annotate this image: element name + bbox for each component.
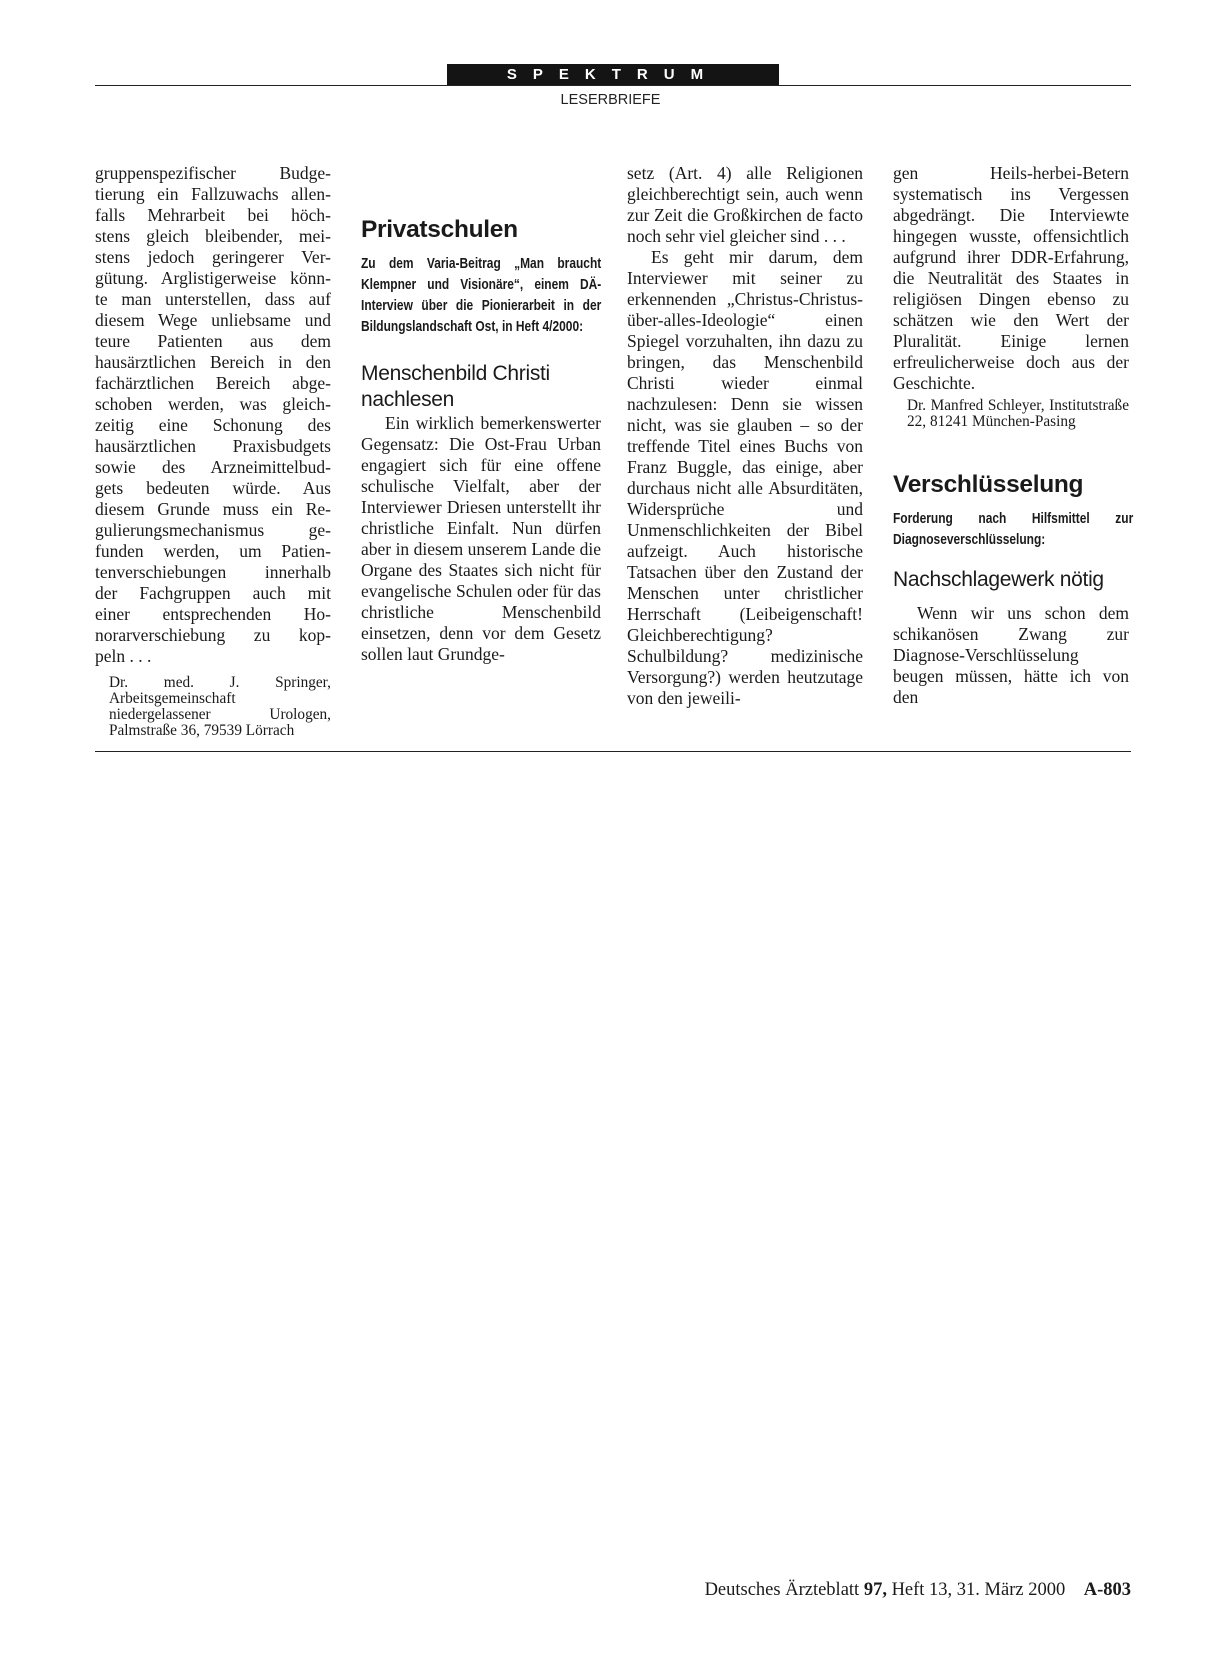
letter-body: Wenn wir uns schon dem schikanösen Zwang zur Diagnose-Verschlüsselung beugen müssen, hätte ich von den (893, 603, 1129, 707)
text-line: schoben werden, was gleich- (95, 394, 331, 414)
paragraph: Es geht mir darum, dem Interviewer mit seiner zu erkennenden „Christus-Christus-über-alles-Ideologie“ einen Spiegel vorzuhalten, ihn dazu zu bringen, das Menschenbild Christi wieder einmal nachzulesen: Denn sie wissen nicht, was sie glauben – so der treffende Titel eines Buchs von Franz Buggle, das einige, aber durchaus nicht alle Absurditäten, Widersprüche und Unmenschlichkeiten der Bibel aufzeigt. Auch historische Tatsachen über den Zustand der Menschen unter christlicher Herrschaft (Leibeigenschaft! Gleichberechtigung? Schulbildung? medizinische Versorgung?) werden heutzutage von den jeweili- (627, 247, 863, 708)
column-2 (361, 163, 601, 665)
text-line: norarverschiebung zu kop- (95, 625, 331, 645)
text-line: fachärztlichen Bereich abge- (95, 373, 331, 393)
text-line: gulierungsmechanismus ge- (95, 520, 331, 540)
paragraph: setz (Art. 4) alle Religionen gleichberechtigt sein, auch wenn zur Zeit die Großkirchen de facto noch sehr viel gleicher sind . . . (627, 163, 863, 246)
article-reference: Forderung nach Hilfsmittel zur Diagnoseverschlüsselung: (893, 511, 1134, 548)
page-number: A-803 (1083, 1580, 1131, 1600)
column-3 (627, 163, 863, 709)
text-line: stens gleich bleibender, mei- (95, 226, 331, 246)
paragraph: gen Heils-herbei-Betern systematisch ins Vergessen abgedrängt. Die Interviewte hingegen wusste, offensichtlich aufgrund ihrer DDR-Erfahrung, die Neutralität des Staates in religiösen Dingen ebenso zu schätzen wie den Wert der Pluralität. Einige lernen erfreulicherweise doch aus der Geschichte. (893, 163, 1129, 393)
topic-heading: Privatschulen (361, 216, 518, 243)
signature: Dr. Manfred Schleyer, Institutstraße 22, 81241 München-Pasing (907, 397, 1129, 430)
article-reference: Zu dem Varia-Beitrag „Man braucht Klempner und Visionäre“, einem DÄ-Interview über die Pionierarbeit in der Bildungslandschaft Ost, in Heft 4/2000: (361, 256, 602, 335)
letter-body: Ein wirklich bemerkenswerter Gegensatz: Die Ost-Frau Urban engagiert sich für eine offene schulische Vielfalt, aber der Interviewer Driesen unterstellt ihr christliche Einfalt. Nun dürfen aber in diesem unserem Lande die Organe des Staates sich nicht für evangelische Schulen oder für das christliche Menschenbild einsetzen, denn vor dem Gesetz sollen laut Grundge- (361, 413, 601, 664)
text-line: teure Patienten aus dem (95, 331, 331, 351)
text-line: diesem Wege unliebsame und (95, 310, 331, 330)
text-line: diesem Grunde muss ein Re- (95, 499, 331, 519)
column-4 (893, 163, 1134, 708)
section-label: LESERBRIEFE (560, 92, 661, 108)
text-line: der Fachgruppen auch mit (95, 583, 331, 603)
issue-date: Heft 13, 31. März 2000 (891, 1580, 1066, 1600)
text-line: gets bedeuten würde. Aus (95, 478, 331, 498)
signature: Dr. med. J. Springer, Arbeitsgemeinschaft niedergelassener Urologen, Palmstraße 36, 79539 Lörrach (109, 674, 331, 739)
text-line: te man unterstellen, dass auf (95, 289, 331, 309)
volume-number: 97, (863, 1580, 887, 1600)
page-footer (705, 1580, 1131, 1601)
text-line: einer entsprechenden Ho- (95, 604, 331, 624)
journal-name: Deutsches Ärzteblatt (704, 1580, 860, 1600)
text-line: tierung ein Fallzuwachs allen- (95, 184, 331, 204)
text-line: hausärztlichen Bereich in den (95, 352, 331, 372)
text-line: gütung. Arglistigerweise könn- (95, 268, 331, 288)
top-rule (95, 85, 1131, 86)
text-line: peln . . . (95, 646, 152, 666)
letter-headline: Menschenbild Christi nachlesen (361, 362, 550, 411)
col1-text (95, 163, 331, 667)
text-line: zeitig eine Schonung des (95, 415, 331, 435)
text-line: sowie des Arzneimittelbud- (95, 457, 331, 477)
column-1 (95, 163, 331, 739)
text-line: hausärztlichen Praxisbudgets (95, 436, 331, 456)
bottom-rule (95, 751, 1131, 752)
text-line: funden werden, um Patien- (95, 541, 331, 561)
topic-heading: Verschlüsselung (893, 471, 1084, 498)
text-line: tenverschiebungen innerhalb (95, 562, 331, 582)
section-band: SPEKTRUM (447, 64, 779, 86)
letter-headline: Nachschlagewerk nötig (893, 568, 1104, 591)
text-line: stens jedoch geringerer Ver- (95, 247, 331, 267)
text-line: gruppenspezifischer Budge- (95, 163, 331, 183)
text-line: falls Mehrarbeit bei höch- (95, 205, 331, 225)
